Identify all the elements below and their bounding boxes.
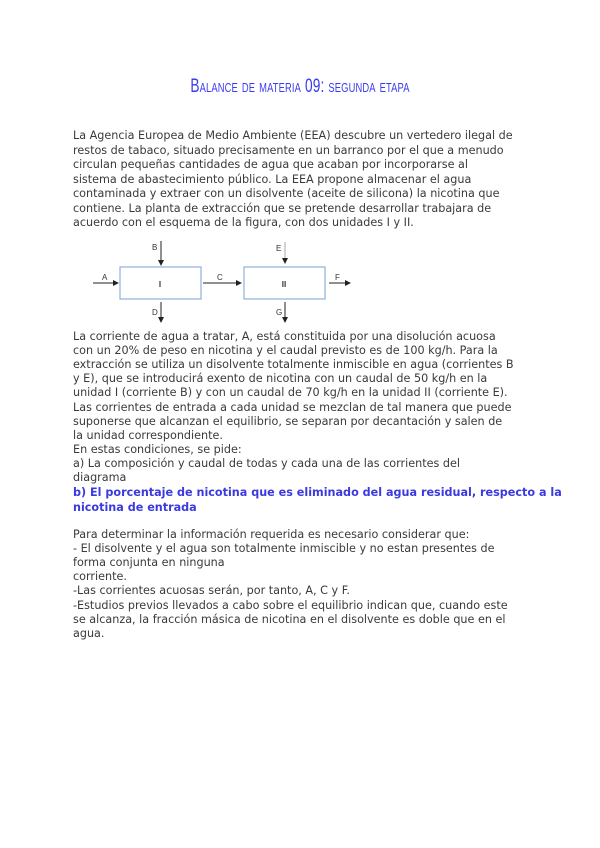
text-line: -Las corrientes acuosas serán, por tanto, A, C y F.: [73, 584, 350, 598]
text-line: con un 20% de peso en nicotina y el caudal previsto es de 100 kg/h. Para la: [73, 344, 498, 358]
text-line: La corriente de agua a tratar, A, está constituida por una disolución acuosa: [73, 330, 496, 343]
stream-e-label: E: [276, 244, 282, 253]
text-line: -Estudios previos llevados a cabo sobre el equilibrio indican que, cuando este: [73, 598, 508, 612]
unit-i-label: I: [158, 280, 162, 289]
text-line: - El disolvente y el agua son totalmente inmiscible y no estan presentes de: [73, 542, 495, 556]
text-line: b) El porcentaje de nicotina que es eliminado del agua residual, respecto a la: [73, 486, 562, 499]
text-line: contaminada y extraer con un disolvente (aceite de silicona) la nicotina que: [73, 187, 500, 200]
stream-b-label: B: [152, 243, 158, 252]
text-line: forma conjunta en ninguna: [73, 556, 225, 570]
text-line: La Agencia Europea de Medio Ambiente (EEA) descubre un vertedero ilegal de: [73, 129, 513, 142]
text-line: circulan pequeñas cantidades de agua que acaban por incorporarse al: [73, 158, 468, 171]
text-line: y E), que se introducirá exento de nicotina con un caudal de 50 kg/h en la: [73, 372, 488, 386]
text-line: unidad I (corriente B) y con un caudal de 70 kg/h en la unidad II (corriente E).: [73, 386, 508, 400]
stream-g-label: G: [276, 308, 283, 317]
text-line: nicotina de entrada: [73, 500, 197, 514]
text-line: extracción se utiliza un disolvente totalmente inmiscible en agua (corrientes B: [73, 358, 514, 372]
text-line: a) La composición y caudal de todas y cada una de las corrientes del: [73, 456, 460, 470]
text-line: suponerse que alcanzan el equilibrio, se separan por decantación y salen de: [73, 414, 503, 428]
stream-c-label: C: [217, 273, 223, 282]
text-line: Las corrientes de entrada a cada unidad se mezclan de tal manera que puede: [73, 400, 512, 414]
stream-a-label: A: [102, 273, 108, 282]
text-line: sistema de abastecimiento público. La EEA propone almacenar el agua: [73, 172, 472, 186]
text-line: contiene. La planta de extracción que se pretende desarrollar trabajara de: [73, 201, 492, 215]
text-line: corriente.: [73, 570, 127, 584]
stream-d-label: D: [152, 308, 158, 317]
text-line: En estas condiciones, se pide:: [73, 442, 242, 456]
text-line: agua.: [73, 626, 105, 640]
text-line: la unidad correspondiente.: [73, 428, 223, 442]
text-line: Para determinar la información requerida es necesario considerar que:: [73, 528, 470, 541]
page-title: Balance de materia 09: segunda etapa: [190, 76, 410, 97]
text-line: diagrama: [73, 471, 127, 484]
unit-ii-label: II: [281, 280, 287, 289]
text-line: restos de tabaco, situado precisamente en un barranco por el que a menudo: [73, 143, 504, 157]
text-line: se alcanza, la fracción másica de nicotina en el disolvente es doble que en el: [73, 612, 506, 626]
text-line: acuerdo con el esquema de la figura, con dos unidades I y II.: [73, 216, 414, 229]
stream-f-label: F: [335, 273, 340, 282]
